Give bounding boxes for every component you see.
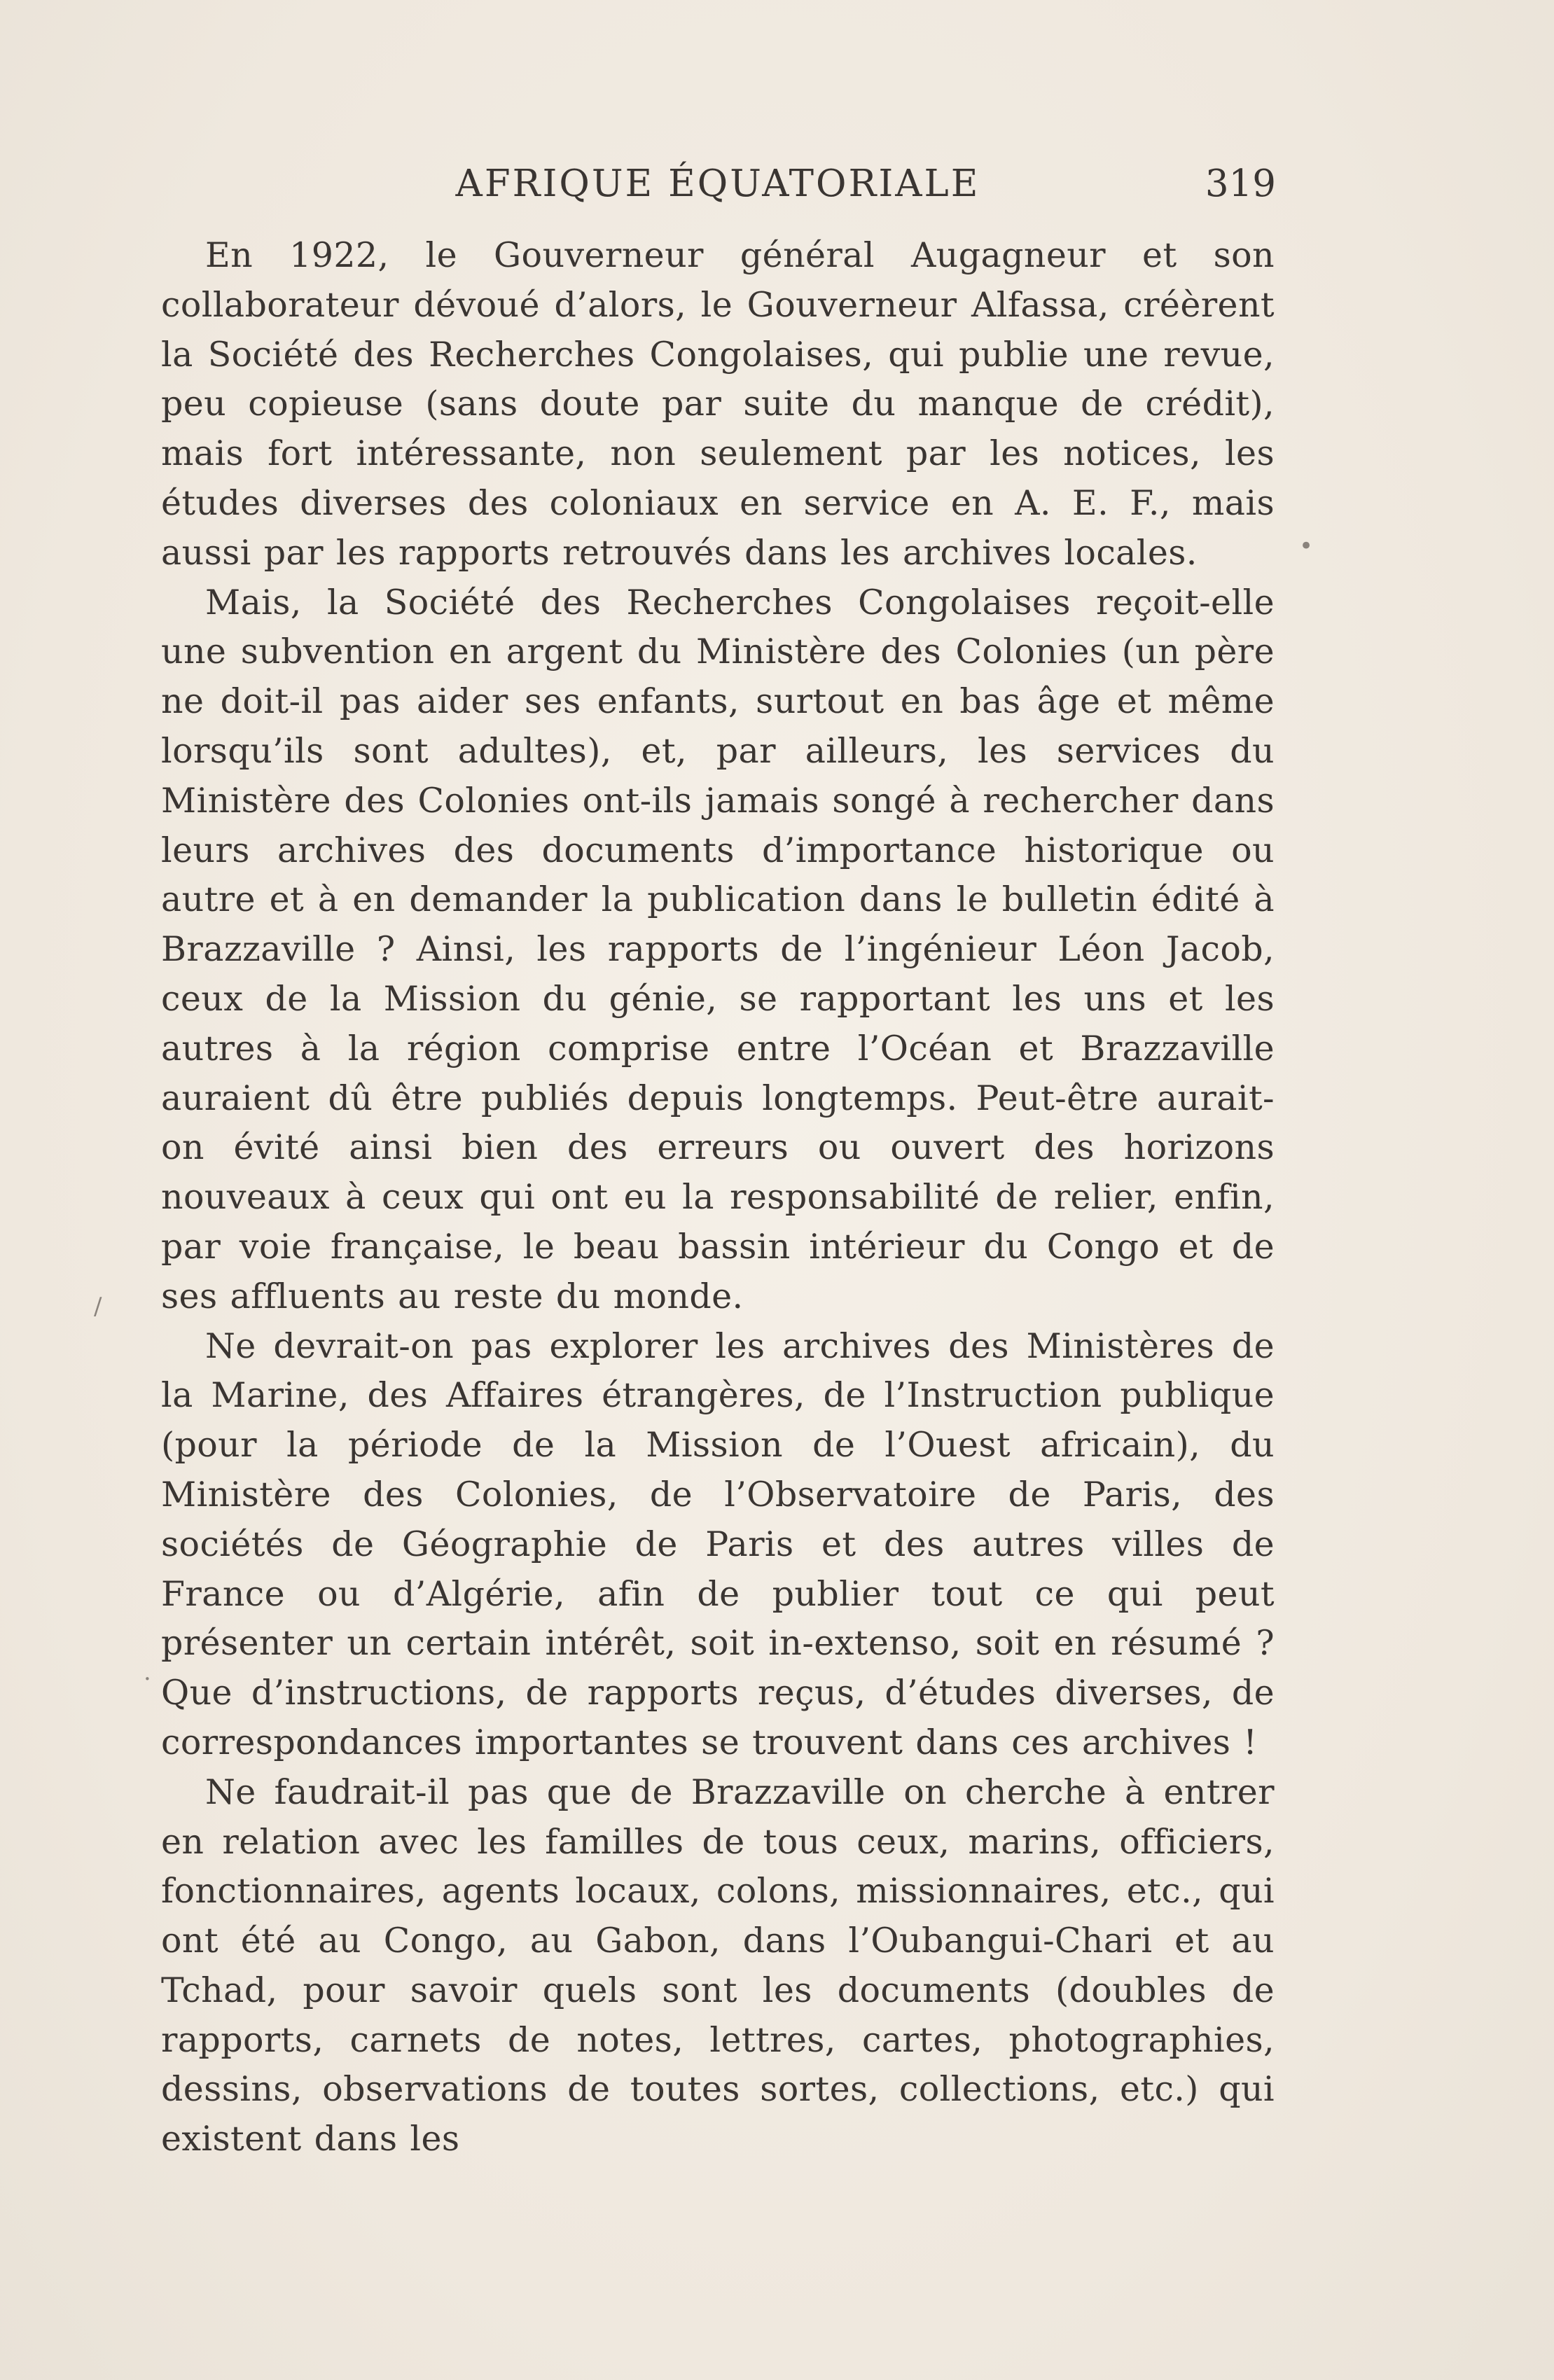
ink-speck: • — [1299, 532, 1314, 560]
running-title: AFRIQUE ÉQUATORIALE — [455, 162, 980, 205]
paragraph: En 1922, le Gouverneur général Augagneur et son collaborateur dévoué d’alors, le Gouverneur Alfassa, créèrent la Société des Recherches Congolaises, qui publie une revue, peu copieuse (sans doute par suite du manque de crédit), mais fort intéressante, non seulement par les notices, les études diverses des coloniaux en service en A. E. F., mais aussi par les rapports retrouvés dans les archives locales. — [161, 235, 1275, 573]
body-text — [161, 231, 1275, 2164]
paragraph: Ne faudrait-il pas que de Brazzaville on cherche à entrer en relation avec les familles de tous ceux, marins, officiers, fonctionnaires, agents locaux, colons, missionnaires, etc., qui ont été au Congo, au Gabon, dans l’Oubangui-Chari et au Tchad, pour savoir quels sont les documents (doubles de rapports, carnets de notes, lettres, cartes, photographies, dessins, observations de toutes sortes, collections, etc.) qui existent dans les — [161, 1772, 1275, 2159]
page-header — [161, 160, 1275, 209]
paragraph: Mais, la Société des Recherches Congolaises reçoit-elle une subvention en argent du Ministère des Colonies (un père ne doit-il pas aider ses enfants, surtout en bas âge et même lorsqu’ils sont adultes), et, par ailleurs, les services du Ministère des Colonies ont-ils jamais songé à rechercher dans leurs archives des documents d’importance historique ou autre et à en demander la publication dans le bulletin édité à Brazzaville ? Ainsi, les rapports de l’ingénieur Léon Jacob, ceux de la Mission du génie, se rapportant les uns et les autres à la région comprise entre l’Océan et Brazzaville auraient dû être publiés depuis longtemps. Peut-être aurait-on évité ainsi bien des erreurs ou ouvert des horizons nouveaux à ceux qui ont eu la responsabilité de relier, enfin, par voie française, le beau bassin intérieur du Congo et de ses affluents au reste du monde. — [161, 582, 1275, 1316]
page-number: 319 — [1205, 162, 1276, 205]
margin-mark: · — [144, 1665, 151, 1693]
paragraph: Ne devrait-on pas explorer les archives des Ministères de la Marine, des Affaires étrangères, de l’Instruction publique (pour la période de la Mission de l’Ouest africain), du Ministère des Colonies, de l’Observatoire de Paris, des sociétés de Géographie de Paris et des autres villes de France ou d’Algérie, afin de publier tout ce qui peut présenter un certain intérêt, soit in-extenso, soit en résumé ? Que d’instructions, de rapports reçus, d’études diverses, de correspondances importantes se trouvent dans ces archives ! — [161, 1325, 1275, 1762]
margin-mark: / — [94, 1293, 102, 1321]
